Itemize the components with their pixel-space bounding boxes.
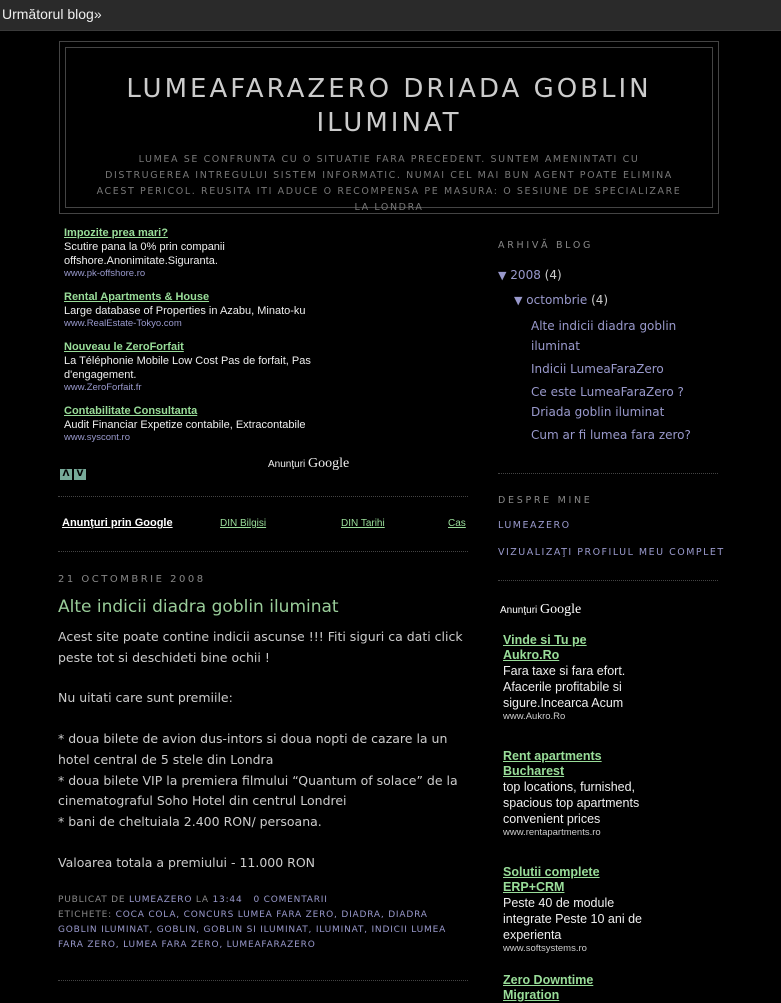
link-unit-title[interactable]: Anunţuri prin Google — [62, 517, 173, 529]
main-ad-block — [58, 226, 470, 479]
ad-title-link[interactable]: Nouveau le ZeroForfait — [64, 341, 184, 353]
post-paragraph: * bani de cheltuiala 2.400 RON/ persoana. — [58, 813, 322, 829]
ad-text: La Téléphonie Mobile Low Cost Pas de forfait, Pas d'engagement. — [64, 355, 311, 381]
google-logo-text: Google — [540, 602, 582, 617]
ad-title-link[interactable]: Contabilitate Consultanta — [64, 405, 198, 417]
triangle-down-icon[interactable]: ▼ — [514, 294, 523, 307]
published-label: PUBLICAT DE — [58, 895, 126, 905]
archive-month-count: (4) — [591, 293, 609, 307]
ad-unit — [58, 404, 470, 444]
post-paragraph: * doua bilete VIP la premiera filmului “Quantum of solace” de la cinematograful Soho Hotel din centrul Londrei — [58, 772, 458, 809]
archive-year-link[interactable]: 2008 — [510, 268, 541, 282]
sidebar-ad-text: Fara taxe si fara efort. Afacerile profitabile si sigure.Incearca Acum — [503, 664, 626, 710]
profile-link[interactable]: VIZUALIZAŢI PROFILUL MEU COMPLET — [498, 547, 725, 558]
ad-text: Audit Financiar Expetize contabile, Extracontabile — [64, 419, 306, 431]
post-labels — [58, 908, 470, 953]
post-body — [58, 627, 470, 873]
post-paragraph: * doua bilete de avion dus-intors si doua nopti de cazare la un hotel central de 5 stele din Londra — [58, 731, 448, 767]
at-label: LA — [195, 895, 209, 905]
archive-post-link[interactable]: Alte indicii diadra goblin iluminat — [531, 319, 677, 353]
link-unit-link[interactable]: DIN Tarihi — [341, 518, 385, 529]
ad-text: Large database of Properties in Azabu, Minato-ku — [64, 305, 306, 317]
ad-url[interactable]: www.RealEstate-Tokyo.com — [64, 318, 182, 329]
about-heading: DESPRE MINE — [498, 495, 593, 506]
ad-url[interactable]: www.pk-offshore.ro — [64, 268, 146, 279]
sidebar-ad-text: top locations, furnished, spacious top apartments convenient prices — [503, 780, 640, 826]
blog-title[interactable]: LUMEAFARAZERO DRIADA GOBLIN ILUMINAT — [126, 74, 652, 138]
sidebar-ad-title[interactable]: Zero Downtime Migration — [503, 973, 594, 1002]
post-footer — [58, 893, 470, 953]
sidebar-ad-title[interactable]: Vinde si Tu pe Aukro.Ro — [503, 633, 587, 662]
ads-by-google-label[interactable] — [500, 602, 581, 618]
sidebar-ad-url[interactable]: www.rentapartments.ro — [503, 827, 601, 838]
sidebar-ad-title[interactable]: Solutii complete ERP+CRM — [503, 865, 600, 894]
divider — [498, 580, 718, 581]
link-unit-link[interactable]: Cas — [448, 518, 466, 529]
post-paragraph: Valoarea totala a premiului - 11.000 RON — [58, 854, 316, 870]
sidebar-ad — [503, 865, 663, 955]
post-date: 21 OCTOMBRIE 2008 — [58, 574, 206, 585]
blog-header — [59, 41, 719, 214]
ad-title-link[interactable]: Rental Apartments & House — [64, 291, 210, 303]
comments-link[interactable]: 0 COMENTARII — [253, 895, 328, 905]
next-blog-link[interactable]: Următorul blog» — [2, 6, 102, 22]
divider — [58, 551, 468, 552]
archive-year[interactable] — [498, 268, 562, 282]
post-byline — [58, 893, 470, 908]
ad-nav-arrows — [60, 461, 88, 480]
labels-label: ETICHETE: — [58, 910, 112, 920]
ad-unit — [58, 340, 470, 394]
sidebar-ad-title[interactable]: Rent apartments Bucharest — [503, 749, 602, 778]
author-link[interactable]: LUMEAZERO — [129, 895, 193, 905]
archive-post-link[interactable]: Cum ar fi lumea fara zero? — [531, 428, 691, 442]
ad-url[interactable]: www.ZeroForfait.fr — [64, 382, 142, 393]
navbar — [0, 0, 781, 31]
link-unit-link[interactable]: DIN Bilgisi — [220, 518, 267, 529]
ad-url[interactable]: www.syscont.ro — [64, 432, 130, 443]
divider — [498, 473, 718, 474]
ad-next-icon[interactable]: V — [74, 469, 86, 480]
divider — [58, 496, 468, 497]
sidebar-ad-text: Peste 40 de module integrate Peste 10 ani de experienta — [503, 896, 642, 942]
ads-by-google-label[interactable] — [268, 456, 349, 472]
sidebar-ad-url[interactable]: www.Aukro.Ro — [503, 711, 566, 722]
archive-post-link[interactable]: Indicii LumeaFaraZero — [531, 362, 664, 376]
post-title[interactable]: Alte indicii diadra goblin iluminat — [58, 597, 339, 617]
ad-prev-icon[interactable]: Λ — [60, 469, 72, 480]
author-name-link[interactable]: LUMEAZERO — [498, 520, 571, 531]
ad-text: Scutire pana la 0% prin companii offshore.Anonimitate.Siguranta. — [64, 241, 225, 267]
sidebar-ad — [503, 749, 663, 839]
link-unit — [58, 516, 468, 532]
post-paragraph: Nu uitati care sunt premiile: — [58, 690, 233, 706]
blog-description: LUMEA SE CONFRUNTA CU O SITUATIE FARA PRECEDENT. SUNTEM AMENINTATI CU DISTRUGEREA INTREGULUI SISTEM INFORMATIC. NUMAI CEL MAI BUN AGENT POATE ELIMINA ACEST PERICOL. REUSITA ITI ADUCE O RECOMPENSA PE MASURA: O SESIUNE DE SPECIALIZARE LA LONDRA — [96, 154, 682, 213]
archive-heading: ARHIVĂ BLOG — [498, 240, 594, 251]
sidebar-ad — [503, 973, 663, 1003]
ad-unit — [58, 226, 470, 280]
label-links[interactable]: COCA COLA, CONCURS LUMEA FARA ZERO, DIADRA, DIADRA GOBLIN ILUMINAT, GOBLIN, GOBLIN SI ILUMINAT, ILUMINAT, INDICII LUMEA FARA ZERO, LUMEA FARA ZERO, LUMEAFARAZERO — [58, 910, 447, 950]
header-inner — [65, 47, 713, 213]
anunturi-text: Anunţuri — [268, 459, 306, 470]
sidebar-ad-url[interactable]: www.softsystems.ro — [503, 943, 587, 954]
archive-month[interactable] — [514, 293, 608, 307]
divider — [58, 980, 468, 981]
archive-year-count: (4) — [544, 268, 562, 282]
google-logo-text: Google — [308, 456, 350, 471]
archive-month-link[interactable]: octombrie — [526, 293, 588, 307]
ad-title-link[interactable]: Impozite prea mari? — [64, 227, 168, 239]
post-paragraph: Acest site poate contine indicii ascunse !!! Fiti siguri ca dati click peste tot si deschideti bine ochii ! — [58, 629, 463, 665]
triangle-down-icon[interactable]: ▼ — [498, 269, 507, 282]
post-time-link[interactable]: 13:44 — [212, 895, 243, 905]
sidebar — [498, 240, 718, 251]
anunturi-text: Anunţuri — [500, 605, 538, 616]
archive-post-link[interactable]: Ce este LumeaFaraZero ? Driada goblin iluminat — [531, 385, 684, 419]
sidebar-ad — [503, 633, 663, 723]
ad-unit — [58, 290, 470, 330]
